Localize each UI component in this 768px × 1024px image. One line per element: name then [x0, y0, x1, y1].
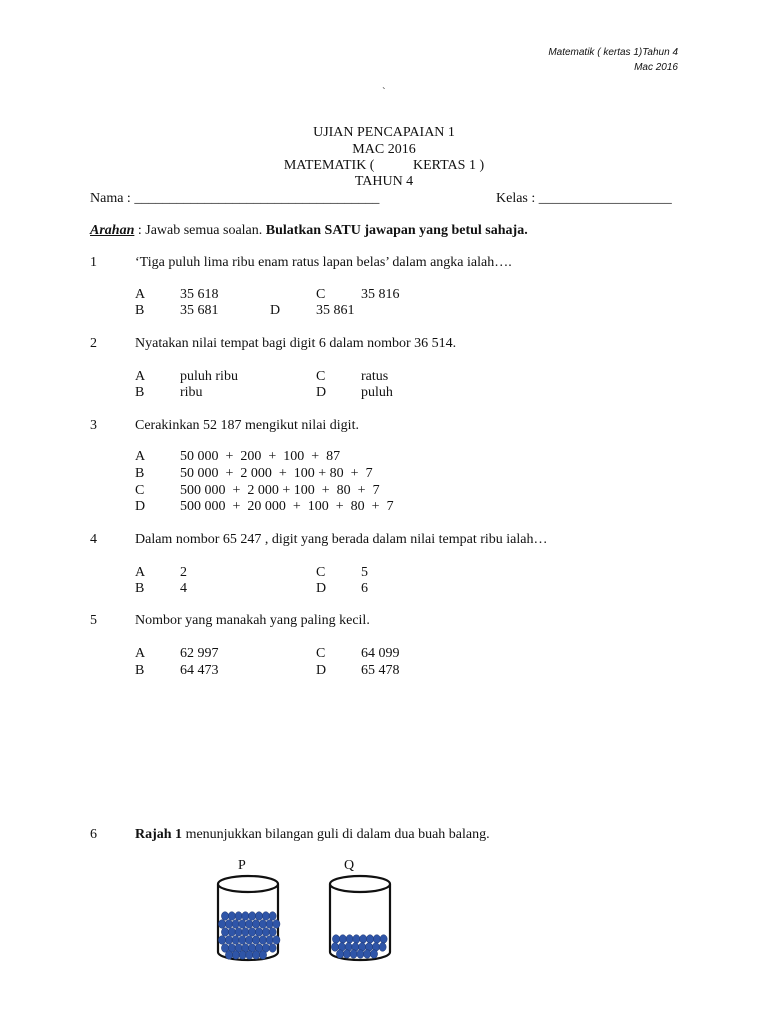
marble [252, 920, 259, 929]
option-label: B [135, 466, 145, 481]
question-number: 3 [90, 418, 97, 433]
option-text: 2 [180, 565, 187, 580]
question-text: ‘Tiga puluh lima ribu enam ratus lapan belas’ dalam angka ialah…. [135, 255, 512, 270]
marble [259, 920, 266, 929]
option-text: 4 [180, 581, 187, 596]
marble [343, 950, 350, 959]
marble [357, 950, 364, 959]
marble [331, 943, 338, 952]
jar-p-label: P [238, 858, 246, 873]
kelas-field: Kelas : ___________________ [496, 191, 672, 206]
figure-reference: Rajah 1 [135, 827, 183, 842]
marble [259, 951, 266, 960]
option-label: C [135, 483, 145, 498]
marble [242, 912, 249, 921]
title-line3: MATEMATIK ( KERTAS 1 ) [283, 158, 485, 173]
option-text: 35 681 [180, 303, 219, 318]
marble [379, 943, 386, 952]
marble [350, 950, 357, 959]
option-text: 50 000 + 200 + 100 + 87 [180, 449, 341, 464]
marble [373, 935, 380, 944]
jar-q [326, 872, 394, 964]
header-subject: Matematik ( kertas 1)Tahun 4 [548, 47, 678, 58]
marble [266, 920, 273, 929]
option-text: 500 000 + 20 000 + 100 + 80 + 7 [180, 499, 394, 514]
marble [246, 920, 253, 929]
option-text: ratus [361, 369, 389, 384]
marble [269, 928, 276, 937]
marble [228, 912, 235, 921]
option-label: D [270, 303, 281, 318]
marble [232, 951, 239, 960]
question-text-rest: menunjukkan bilangan guli di dalam dua buah balang. [182, 827, 490, 842]
option-text: puluh [361, 385, 393, 400]
option-label: B [135, 385, 145, 400]
question-text: Dalam nombor 65 247 , digit yang berada dalam nilai tempat ribu ialah… [135, 532, 548, 547]
question-number: 1 [90, 255, 97, 270]
marble [262, 928, 269, 937]
option-label: A [135, 287, 146, 302]
question-text [135, 827, 490, 843]
option-label: C [316, 287, 326, 302]
option-text: puluh ribu [180, 369, 238, 384]
option-label: A [135, 369, 146, 384]
option-label: D [316, 663, 327, 678]
option-label: B [135, 663, 145, 678]
marble [249, 928, 256, 937]
marble [253, 951, 260, 960]
marble [239, 936, 246, 945]
question-number: 2 [90, 336, 97, 351]
question-number: 6 [90, 827, 97, 842]
option-text: 35 861 [316, 303, 355, 318]
marble [221, 912, 228, 921]
question-text: Cerakinkan 52 187 mengikut nilai digit. [135, 418, 359, 433]
marble [225, 936, 232, 945]
instruction [90, 223, 528, 239]
marble [225, 951, 232, 960]
marble [228, 928, 235, 937]
option-label: D [135, 499, 146, 514]
marble [239, 920, 246, 929]
marble [269, 944, 276, 953]
option-text: 50 000 + 2 000 + 100 + 80 + 7 [180, 466, 373, 481]
marble [246, 951, 253, 960]
option-label: A [135, 565, 146, 580]
option-text: ribu [180, 385, 203, 400]
marble [239, 951, 246, 960]
marble [255, 928, 262, 937]
option-label: C [316, 565, 326, 580]
nama-field: Nama : ___________________________________ [90, 191, 380, 206]
marble [346, 935, 353, 944]
title-line2: MAC 2016 [352, 142, 416, 157]
marble [353, 935, 360, 944]
option-text: 500 000 + 2 000 + 100 + 80 + 7 [180, 483, 380, 498]
marble [273, 936, 280, 945]
option-label: A [135, 646, 146, 661]
instruction-bold: Bulatkan SATU jawapan yang betul sahaja. [265, 223, 528, 238]
marble [259, 936, 266, 945]
option-text: 6 [361, 581, 368, 596]
option-text: 35 618 [180, 287, 219, 302]
option-label: B [135, 303, 145, 318]
marble [366, 935, 373, 944]
question-number: 4 [90, 532, 97, 547]
marble [235, 928, 242, 937]
header-date: Mac 2016 [634, 62, 678, 73]
marble [266, 936, 273, 945]
marble [255, 912, 262, 921]
option-text: 64 473 [180, 663, 219, 678]
marble [218, 936, 225, 945]
marble [262, 912, 269, 921]
option-text: 64 099 [361, 646, 400, 661]
marble [235, 912, 242, 921]
marble [269, 912, 276, 921]
marble [360, 935, 367, 944]
marble [364, 950, 371, 959]
option-text: 62 997 [180, 646, 219, 661]
marble [218, 920, 225, 929]
option-text: 65 478 [361, 663, 400, 678]
instruction-text: : Jawab semua soalan. [134, 223, 266, 238]
option-label: B [135, 581, 145, 596]
question-text: Nombor yang manakah yang paling kecil. [135, 613, 370, 628]
marble [380, 935, 387, 944]
marble [221, 928, 228, 937]
option-text: 35 816 [361, 287, 400, 302]
question-text: Nyatakan nilai tempat bagi digit 6 dalam nombor 36 514. [135, 336, 457, 351]
option-label: C [316, 369, 326, 384]
marble [339, 935, 346, 944]
marble [232, 936, 239, 945]
title-line4: TAHUN 4 [354, 174, 414, 189]
marble [332, 935, 339, 944]
title-line1: UJIAN PENCAPAIAN 1 [313, 125, 455, 140]
marble [252, 936, 259, 945]
marble [246, 936, 253, 945]
jar-q-label: Q [344, 858, 355, 873]
stray-mark: ` [382, 86, 386, 98]
marble [242, 928, 249, 937]
marble [232, 920, 239, 929]
marble [225, 920, 232, 929]
question-number: 5 [90, 613, 97, 628]
marble [249, 912, 256, 921]
marble [273, 920, 280, 929]
option-label: D [316, 581, 327, 596]
jar-p [214, 872, 282, 964]
instruction-label: Arahan [90, 223, 135, 238]
marble [370, 950, 377, 959]
option-label: D [316, 385, 327, 400]
option-text: 5 [361, 565, 368, 580]
option-label: C [316, 646, 326, 661]
marble [336, 950, 343, 959]
option-label: A [135, 449, 146, 464]
